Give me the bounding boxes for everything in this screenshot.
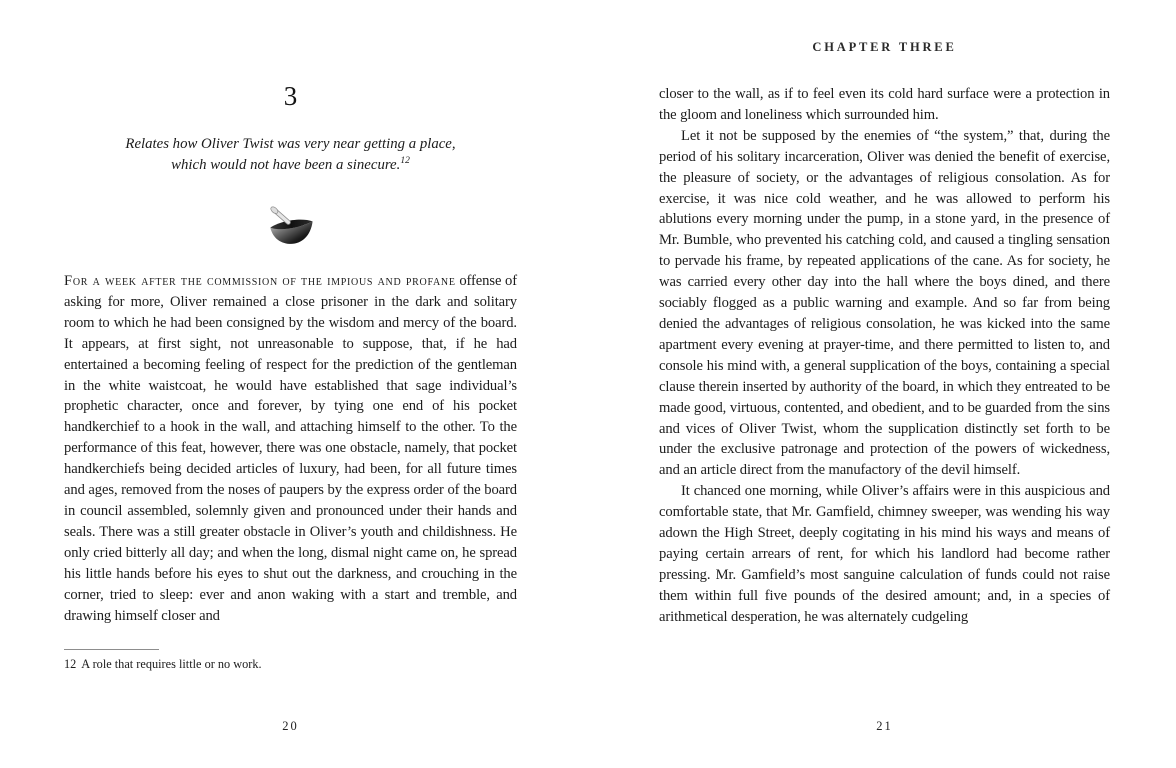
paragraph-lead-rest: offense of asking for more, Oliver remained a close prisoner in the dark and solitary room to which he had been consigned by the wisdom and mercy of the board. It appears, at first sight, not unreasonable to suppose, that, if he had entertained a becoming feeling of respect for the prediction of the gentleman in the white waistcoat, he would have established that sage individual’s prophetic character, once and forever, by tying one end of his pocket handkerchief to a hook in the wall, and attaching himself to the other. To the performance of this feat, however, there was one obstacle, namely, that pocket handkerchiefs being decided articles of luxury, had been, for all future times and ages, removed from the noses of paupers by the express order of the board in council assembled, solemnly given and pronounced under their hands and seals. There was a still greater obstacle in Oliver’s youth and childishness. He only cried bitterly all day; and when the long, dismal night came on, he spread his little hands before his eyes to shut out the darkness, and crouching in the corner, tried to sleep: ever and anon waking with a start and tremble, and drawing himself closer and — [64, 273, 517, 624]
footnote-reference: 12 — [400, 156, 410, 167]
chapter-number: 3 — [283, 81, 298, 111]
footnote-block — [64, 649, 517, 672]
paragraph-lead-smallcaps: For a week after the commission of the impious and profane — [64, 273, 456, 289]
right-page-body — [659, 84, 1110, 628]
body-paragraph — [64, 271, 517, 626]
chapter-subtitle-line2-text: which would not have been a sinecure. — [171, 157, 401, 173]
footnote-text: A role that requires little or no work. — [81, 657, 262, 671]
footnote — [64, 657, 517, 672]
page-right — [588, 0, 1176, 768]
footnote-divider — [64, 649, 159, 650]
chapter-subtitle — [64, 134, 517, 176]
body-paragraph: It chanced one morning, while Oliver’s affairs were in this auspicious and comfortable state, that Mr. Gamfield, chimney sweeper, was wending his way adown the High Street, deeply cogitating in his mind his ways and means of paying certain arrears of rent, for which his landlord had become rather pressing. Mr. Gamfield’s most sanguine calculation of funds could not raise them within full five pounds of the desired amount; and, in a species of arithmetical desperation, he was alternately cudgeling — [659, 483, 1110, 625]
chapter-subtitle-line1: Relates how Oliver Twist was very near getting a place, — [125, 136, 456, 152]
chapter-subtitle-line2 — [64, 155, 517, 176]
page-number-left: 20 — [282, 719, 299, 733]
page-number-right: 21 — [876, 719, 893, 733]
left-page-body — [64, 271, 517, 626]
gruel-bowl-icon — [64, 204, 517, 246]
body-paragraph: Let it not be supposed by the enemies of “the system,” that, during the period of his solitary incarceration, Oliver was denied the benefit of exercise, the pleasure of society, or the advantages of religious consolation. As for exercise, it was nice cold weather, and he was allowed to perform his ablutions every morning under the pump, in a stone yard, in the presence of Mr. Bumble, who prevented his catching cold, and caused a tingling sensation to pervade his frame, by repeated applications of the cane. As for society, he was carried every other day into the hall where the boys dined, and there sociably flogged as a public warning and example. And so far from being denied the advantages of religious consolation, he was kicked into the same apartment every evening at prayer-time, and there permitted to listen to, and console his mind with, a general supplication of the boys, containing a special clause therein inserted by authority of the board, in which they entreated to be made good, virtuous, contented, and obedient, and to be guarded from the sins and vices of Oliver Twist, whom the supplication distinctly set forth to be under the exclusive patronage and protection of the powers of wickedness, and an article direct from the manufactory of the devil himself. — [659, 127, 1110, 479]
running-header: CHAPTER THREE — [812, 40, 957, 54]
body-paragraph: closer to the wall, as if to feel even its cold hard surface were a protection in the gloom and loneliness which surrounded him. — [659, 86, 1110, 123]
footnote-number: 12 — [64, 657, 77, 671]
